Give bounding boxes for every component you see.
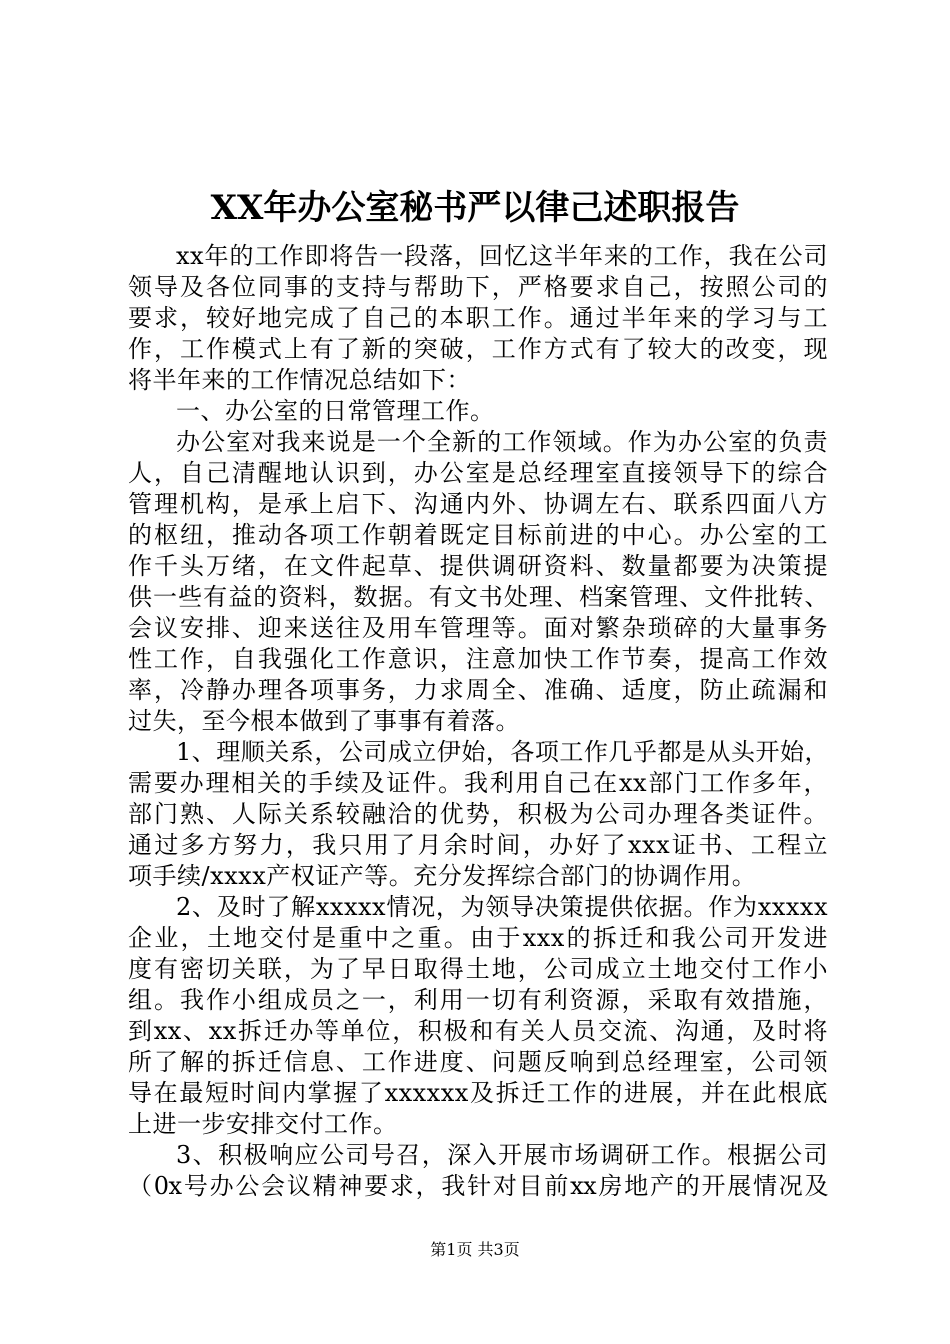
- text-line: 性工作，自我强化工作意识，注意加快工作节奏，提高工作效: [128, 645, 828, 673]
- text-line: 到xx、xx拆迁办等单位，积极和有关人员交流、沟通，及时将: [128, 1017, 828, 1045]
- section-heading: 一、办公室的日常管理工作。: [176, 397, 495, 425]
- text-line: 1、理顺关系，公司成立伊始，各项工作几乎都是从头开始，: [176, 738, 828, 766]
- text-line: 3、积极响应公司号召，深入开展市场调研工作。根据公司: [176, 1141, 828, 1169]
- text-line: xx年的工作即将告一段落，回忆这半年来的工作，我在公司: [176, 242, 828, 270]
- text-line: 部门熟、人际关系较融洽的优势，积极为公司办理各类证件。: [128, 800, 828, 828]
- text-line: 办公室对我来说是一个全新的工作领域。作为办公室的负责: [176, 428, 828, 456]
- text-line: 要求，较好地完成了自己的本职工作。通过半年来的学习与工: [128, 304, 828, 332]
- text-line: 2、及时了解xxxxx情况，为领导决策提供依据。作为xxxxx: [176, 893, 828, 921]
- text-line: 作，工作模式上有了新的突破，工作方式有了较大的改变，现: [128, 335, 828, 363]
- text-line: 导在最短时间内掌握了xxxxxx及拆迁工作的进展，并在此根底: [128, 1079, 828, 1107]
- text-line: 需要办理相关的手续及证件。我利用自己在xx部门工作多年，: [128, 769, 828, 797]
- text-line: 通过多方努力，我只用了月余时间，办好了xxx证书、工程立: [128, 831, 828, 859]
- document-title: XX年办公室秘书严以律己述职报告: [210, 188, 740, 228]
- text-line: 率，冷静办理各项事务，力求周全、准确、适度，防止疏漏和: [128, 676, 828, 704]
- text-line: 上进一步安排交付工作。: [128, 1110, 398, 1138]
- text-line: 企业，土地交付是重中之重。由于xxx的拆迁和我公司开发进: [128, 924, 828, 952]
- text-line: 管理机构，是承上启下、沟通内外、协调左右、联系四面八方: [128, 490, 828, 518]
- text-line: 将半年来的工作情况总结如下：: [128, 366, 471, 394]
- text-line: 领导及各位同事的支持与帮助下，严格要求自己，按照公司的: [128, 273, 828, 301]
- text-line: 所了解的拆迁信息、工作进度、问题反响到总经理室，公司领: [128, 1048, 828, 1076]
- text-line: （0x号办公会议精神要求，我针对目前xx房地产的开展情况及: [128, 1172, 828, 1200]
- text-line: 项手续/xxxx产权证产等。充分发挥综合部门的协调作用。: [128, 862, 757, 890]
- text-line: 供一些有益的资料，数据。有文书处理、档案管理、文件批转、: [128, 583, 828, 611]
- text-line: 人，自己清醒地认识到，办公室是总经理室直接领导下的综合: [128, 459, 828, 487]
- text-line: 作千头万绪，在文件起草、提供调研资料、数量都要为决策提: [128, 552, 828, 580]
- text-line: 过失，至今根本做到了事事有着落。: [128, 707, 520, 735]
- text-line: 会议安排、迎来送往及用车管理等。面对繁杂琐碎的大量事务: [128, 614, 828, 642]
- page-number: 第1页 共3页: [430, 1240, 520, 1259]
- text-line: 组。我作小组成员之一，利用一切有利资源，采取有效措施，: [128, 986, 828, 1014]
- text-line: 的枢纽，推动各项工作朝着既定目标前进的中心。办公室的工: [128, 521, 828, 549]
- text-line: 度有密切关联，为了早日取得土地，公司成立土地交付工作小: [128, 955, 828, 983]
